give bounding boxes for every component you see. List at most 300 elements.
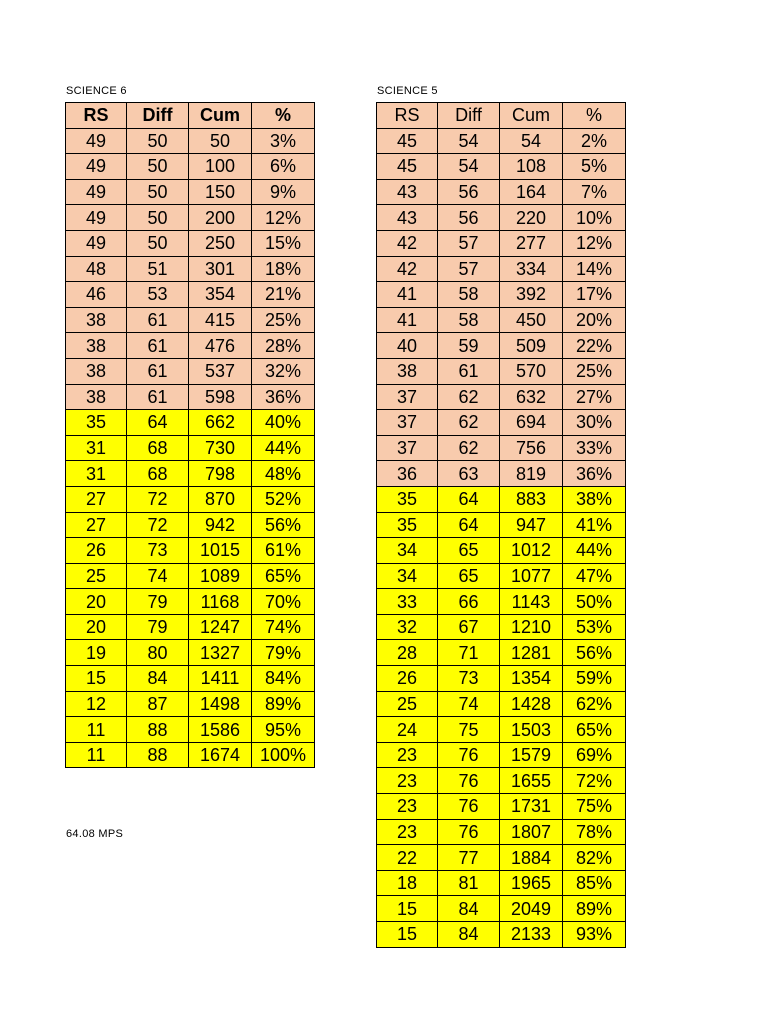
cell-rs: 49 (66, 205, 127, 231)
cell-pct: 70% (252, 589, 315, 615)
cell-rs: 43 (377, 205, 438, 231)
cell-diff: 62 (438, 384, 500, 410)
cell-diff: 84 (438, 896, 500, 922)
cell-diff: 50 (127, 230, 189, 256)
cell-cum: 164 (500, 179, 563, 205)
cell-cum: 1884 (500, 845, 563, 871)
cell-rs: 18 (377, 870, 438, 896)
table-row (66, 358, 315, 384)
header-rs: RS (66, 103, 127, 129)
cell-cum: 694 (500, 410, 563, 436)
cell-diff: 50 (127, 205, 189, 231)
cell-diff: 64 (438, 512, 500, 538)
cell-diff: 75 (438, 717, 500, 743)
cell-diff: 76 (438, 742, 500, 768)
cell-pct: 9% (252, 179, 315, 205)
table-row (66, 666, 315, 692)
cell-cum: 509 (500, 333, 563, 359)
table-row (377, 666, 626, 692)
table-row (377, 845, 626, 871)
cell-cum: 354 (189, 282, 252, 308)
cell-diff: 61 (127, 358, 189, 384)
cell-pct: 100% (252, 742, 315, 768)
table-row (66, 333, 315, 359)
cell-cum: 1012 (500, 538, 563, 564)
science-6-caption: SCIENCE 6 (66, 85, 127, 97)
cell-rs: 49 (66, 230, 127, 256)
cell-rs: 23 (377, 768, 438, 794)
cell-rs: 35 (66, 410, 127, 436)
cell-diff: 51 (127, 256, 189, 282)
header-pct: % (563, 103, 626, 129)
table-row (377, 333, 626, 359)
table-row (377, 461, 626, 487)
table-row (66, 435, 315, 461)
cell-diff: 72 (127, 486, 189, 512)
cell-diff: 65 (438, 563, 500, 589)
cell-rs: 49 (66, 128, 127, 154)
cell-rs: 42 (377, 256, 438, 282)
cell-pct: 15% (252, 230, 315, 256)
table-row (377, 896, 626, 922)
cell-diff: 79 (127, 614, 189, 640)
header-pct: % (252, 103, 315, 129)
table-row (377, 230, 626, 256)
cell-pct: 84% (252, 666, 315, 692)
table-row (377, 205, 626, 231)
cell-pct: 28% (252, 333, 315, 359)
cell-cum: 1168 (189, 589, 252, 615)
cell-cum: 476 (189, 333, 252, 359)
cell-cum: 1077 (500, 563, 563, 589)
cell-pct: 93% (563, 922, 626, 948)
table-row (377, 768, 626, 794)
cell-rs: 11 (66, 717, 127, 743)
table-row (377, 128, 626, 154)
cell-rs: 22 (377, 845, 438, 871)
cell-pct: 40% (252, 410, 315, 436)
cell-cum: 2049 (500, 896, 563, 922)
cell-diff: 68 (127, 435, 189, 461)
table-row (66, 384, 315, 410)
cell-cum: 1143 (500, 589, 563, 615)
cell-cum: 54 (500, 128, 563, 154)
cell-diff: 64 (127, 410, 189, 436)
cell-diff: 71 (438, 640, 500, 666)
cell-cum: 870 (189, 486, 252, 512)
cell-cum: 947 (500, 512, 563, 538)
table-row (377, 819, 626, 845)
cell-diff: 67 (438, 614, 500, 640)
cell-diff: 76 (438, 794, 500, 820)
cell-cum: 1210 (500, 614, 563, 640)
table-row (377, 486, 626, 512)
cell-diff: 87 (127, 691, 189, 717)
cell-diff: 73 (127, 538, 189, 564)
cell-diff: 74 (438, 691, 500, 717)
cell-rs: 48 (66, 256, 127, 282)
table-row (377, 538, 626, 564)
table-row (377, 589, 626, 615)
cell-pct: 62% (563, 691, 626, 717)
cell-rs: 37 (377, 410, 438, 436)
cell-rs: 15 (377, 896, 438, 922)
cell-diff: 64 (438, 486, 500, 512)
header-diff: Diff (438, 103, 500, 129)
cell-diff: 54 (438, 128, 500, 154)
table-row (377, 563, 626, 589)
cell-cum: 1586 (189, 717, 252, 743)
cell-cum: 250 (189, 230, 252, 256)
cell-rs: 27 (66, 512, 127, 538)
cell-diff: 80 (127, 640, 189, 666)
table-row (377, 410, 626, 436)
cell-diff: 54 (438, 154, 500, 180)
science-5-table (376, 102, 626, 948)
cell-rs: 38 (66, 358, 127, 384)
header-rs: RS (377, 103, 438, 129)
cell-pct: 65% (563, 717, 626, 743)
cell-diff: 50 (127, 154, 189, 180)
table-row (377, 282, 626, 308)
science-5-caption: SCIENCE 5 (377, 85, 438, 97)
cell-cum: 100 (189, 154, 252, 180)
table-row (66, 563, 315, 589)
table-row (66, 717, 315, 743)
header-row (66, 103, 315, 129)
cell-rs: 27 (66, 486, 127, 512)
table-row (377, 794, 626, 820)
mps-note: 64.08 MPS (66, 828, 124, 840)
cell-pct: 38% (563, 486, 626, 512)
cell-cum: 1674 (189, 742, 252, 768)
table-row (377, 614, 626, 640)
cell-diff: 58 (438, 282, 500, 308)
cell-rs: 26 (66, 538, 127, 564)
cell-rs: 11 (66, 742, 127, 768)
cell-diff: 61 (438, 358, 500, 384)
cell-diff: 76 (438, 768, 500, 794)
cell-rs: 38 (66, 333, 127, 359)
cell-pct: 74% (252, 614, 315, 640)
cell-pct: 82% (563, 845, 626, 871)
cell-cum: 50 (189, 128, 252, 154)
cell-pct: 65% (252, 563, 315, 589)
cell-pct: 25% (563, 358, 626, 384)
cell-cum: 942 (189, 512, 252, 538)
cell-diff: 77 (438, 845, 500, 871)
cell-cum: 883 (500, 486, 563, 512)
header-diff: Diff (127, 103, 189, 129)
cell-rs: 37 (377, 435, 438, 461)
cell-cum: 200 (189, 205, 252, 231)
cell-diff: 56 (438, 179, 500, 205)
table-row (377, 307, 626, 333)
cell-pct: 56% (252, 512, 315, 538)
cell-diff: 61 (127, 333, 189, 359)
cell-cum: 301 (189, 256, 252, 282)
table-row (377, 512, 626, 538)
cell-cum: 1503 (500, 717, 563, 743)
cell-cum: 1354 (500, 666, 563, 692)
table-row (66, 461, 315, 487)
cell-pct: 30% (563, 410, 626, 436)
cell-cum: 392 (500, 282, 563, 308)
cell-cum: 570 (500, 358, 563, 384)
cell-pct: 2% (563, 128, 626, 154)
cell-rs: 25 (377, 691, 438, 717)
cell-pct: 36% (563, 461, 626, 487)
cell-rs: 36 (377, 461, 438, 487)
table-row (377, 358, 626, 384)
cell-cum: 1807 (500, 819, 563, 845)
cell-pct: 44% (563, 538, 626, 564)
table-row (377, 640, 626, 666)
cell-cum: 1281 (500, 640, 563, 666)
cell-diff: 68 (127, 461, 189, 487)
cell-pct: 78% (563, 819, 626, 845)
cell-cum: 1247 (189, 614, 252, 640)
cell-pct: 25% (252, 307, 315, 333)
cell-diff: 61 (127, 384, 189, 410)
cell-cum: 220 (500, 205, 563, 231)
cell-rs: 35 (377, 512, 438, 538)
cell-pct: 44% (252, 435, 315, 461)
table-row (377, 384, 626, 410)
cell-pct: 12% (563, 230, 626, 256)
cell-diff: 59 (438, 333, 500, 359)
cell-diff: 56 (438, 205, 500, 231)
cell-rs: 35 (377, 486, 438, 512)
cell-cum: 1411 (189, 666, 252, 692)
cell-cum: 756 (500, 435, 563, 461)
cell-cum: 662 (189, 410, 252, 436)
table-row (66, 614, 315, 640)
cell-cum: 1731 (500, 794, 563, 820)
table-row (66, 205, 315, 231)
cell-pct: 6% (252, 154, 315, 180)
cell-rs: 24 (377, 717, 438, 743)
table-row (377, 742, 626, 768)
cell-cum: 1655 (500, 768, 563, 794)
cell-pct: 89% (252, 691, 315, 717)
cell-rs: 25 (66, 563, 127, 589)
cell-diff: 66 (438, 589, 500, 615)
cell-diff: 62 (438, 435, 500, 461)
cell-rs: 49 (66, 154, 127, 180)
cell-rs: 32 (377, 614, 438, 640)
cell-diff: 73 (438, 666, 500, 692)
cell-pct: 53% (563, 614, 626, 640)
cell-pct: 52% (252, 486, 315, 512)
cell-cum: 798 (189, 461, 252, 487)
cell-diff: 53 (127, 282, 189, 308)
cell-pct: 17% (563, 282, 626, 308)
cell-diff: 58 (438, 307, 500, 333)
table-row (66, 742, 315, 768)
cell-cum: 1965 (500, 870, 563, 896)
table-row (66, 282, 315, 308)
table-row (66, 307, 315, 333)
cell-diff: 76 (438, 819, 500, 845)
cell-diff: 72 (127, 512, 189, 538)
table-row (66, 230, 315, 256)
cell-pct: 21% (252, 282, 315, 308)
cell-rs: 40 (377, 333, 438, 359)
cell-rs: 43 (377, 179, 438, 205)
table-row (377, 922, 626, 948)
cell-pct: 20% (563, 307, 626, 333)
cell-rs: 38 (66, 307, 127, 333)
cell-diff: 88 (127, 717, 189, 743)
cell-pct: 61% (252, 538, 315, 564)
cell-pct: 89% (563, 896, 626, 922)
table-row (66, 154, 315, 180)
cell-rs: 31 (66, 461, 127, 487)
cell-pct: 79% (252, 640, 315, 666)
cell-rs: 45 (377, 128, 438, 154)
cell-pct: 7% (563, 179, 626, 205)
table-row (377, 717, 626, 743)
cell-cum: 730 (189, 435, 252, 461)
cell-cum: 108 (500, 154, 563, 180)
cell-cum: 537 (189, 358, 252, 384)
cell-rs: 19 (66, 640, 127, 666)
table-row (66, 256, 315, 282)
cell-cum: 1498 (189, 691, 252, 717)
cell-cum: 632 (500, 384, 563, 410)
cell-pct: 33% (563, 435, 626, 461)
cell-cum: 150 (189, 179, 252, 205)
cell-rs: 34 (377, 538, 438, 564)
cell-diff: 65 (438, 538, 500, 564)
table-row (66, 512, 315, 538)
cell-diff: 84 (438, 922, 500, 948)
cell-cum: 1579 (500, 742, 563, 768)
cell-pct: 85% (563, 870, 626, 896)
table-row (377, 256, 626, 282)
cell-rs: 37 (377, 384, 438, 410)
cell-pct: 95% (252, 717, 315, 743)
cell-diff: 61 (127, 307, 189, 333)
cell-pct: 56% (563, 640, 626, 666)
cell-pct: 22% (563, 333, 626, 359)
cell-rs: 38 (66, 384, 127, 410)
cell-rs: 15 (377, 922, 438, 948)
cell-cum: 1015 (189, 538, 252, 564)
cell-rs: 46 (66, 282, 127, 308)
table-row (66, 128, 315, 154)
cell-diff: 79 (127, 589, 189, 615)
cell-rs: 31 (66, 435, 127, 461)
cell-cum: 819 (500, 461, 563, 487)
cell-rs: 28 (377, 640, 438, 666)
table-row (377, 179, 626, 205)
cell-pct: 32% (252, 358, 315, 384)
cell-rs: 41 (377, 282, 438, 308)
cell-pct: 69% (563, 742, 626, 768)
cell-rs: 42 (377, 230, 438, 256)
cell-rs: 41 (377, 307, 438, 333)
cell-diff: 50 (127, 179, 189, 205)
science-6-table (65, 102, 315, 768)
cell-cum: 1327 (189, 640, 252, 666)
cell-pct: 5% (563, 154, 626, 180)
cell-diff: 63 (438, 461, 500, 487)
table-row (66, 486, 315, 512)
table-row (66, 410, 315, 436)
cell-rs: 12 (66, 691, 127, 717)
cell-rs: 15 (66, 666, 127, 692)
table-row (377, 435, 626, 461)
cell-diff: 57 (438, 230, 500, 256)
cell-cum: 415 (189, 307, 252, 333)
cell-rs: 33 (377, 589, 438, 615)
cell-cum: 1428 (500, 691, 563, 717)
header-row (377, 103, 626, 129)
cell-pct: 12% (252, 205, 315, 231)
cell-pct: 18% (252, 256, 315, 282)
table-row (377, 870, 626, 896)
cell-pct: 72% (563, 768, 626, 794)
cell-rs: 38 (377, 358, 438, 384)
cell-cum: 334 (500, 256, 563, 282)
cell-rs: 49 (66, 179, 127, 205)
table-row (66, 640, 315, 666)
cell-pct: 59% (563, 666, 626, 692)
cell-diff: 62 (438, 410, 500, 436)
cell-pct: 14% (563, 256, 626, 282)
cell-diff: 57 (438, 256, 500, 282)
cell-pct: 48% (252, 461, 315, 487)
table-row (377, 691, 626, 717)
cell-rs: 23 (377, 742, 438, 768)
header-cum: Cum (189, 103, 252, 129)
cell-diff: 88 (127, 742, 189, 768)
cell-rs: 45 (377, 154, 438, 180)
cell-cum: 1089 (189, 563, 252, 589)
cell-diff: 81 (438, 870, 500, 896)
cell-pct: 75% (563, 794, 626, 820)
cell-rs: 23 (377, 819, 438, 845)
cell-pct: 3% (252, 128, 315, 154)
cell-rs: 23 (377, 794, 438, 820)
table-row (66, 538, 315, 564)
cell-rs: 26 (377, 666, 438, 692)
table-row (66, 589, 315, 615)
cell-pct: 50% (563, 589, 626, 615)
cell-rs: 20 (66, 614, 127, 640)
cell-diff: 74 (127, 563, 189, 589)
cell-cum: 2133 (500, 922, 563, 948)
cell-rs: 34 (377, 563, 438, 589)
header-cum: Cum (500, 103, 563, 129)
cell-cum: 277 (500, 230, 563, 256)
cell-pct: 41% (563, 512, 626, 538)
table-row (66, 179, 315, 205)
cell-pct: 47% (563, 563, 626, 589)
table-row (377, 154, 626, 180)
cell-rs: 20 (66, 589, 127, 615)
table-row (66, 691, 315, 717)
cell-pct: 27% (563, 384, 626, 410)
cell-cum: 598 (189, 384, 252, 410)
cell-cum: 450 (500, 307, 563, 333)
cell-diff: 50 (127, 128, 189, 154)
cell-diff: 84 (127, 666, 189, 692)
cell-pct: 10% (563, 205, 626, 231)
cell-pct: 36% (252, 384, 315, 410)
